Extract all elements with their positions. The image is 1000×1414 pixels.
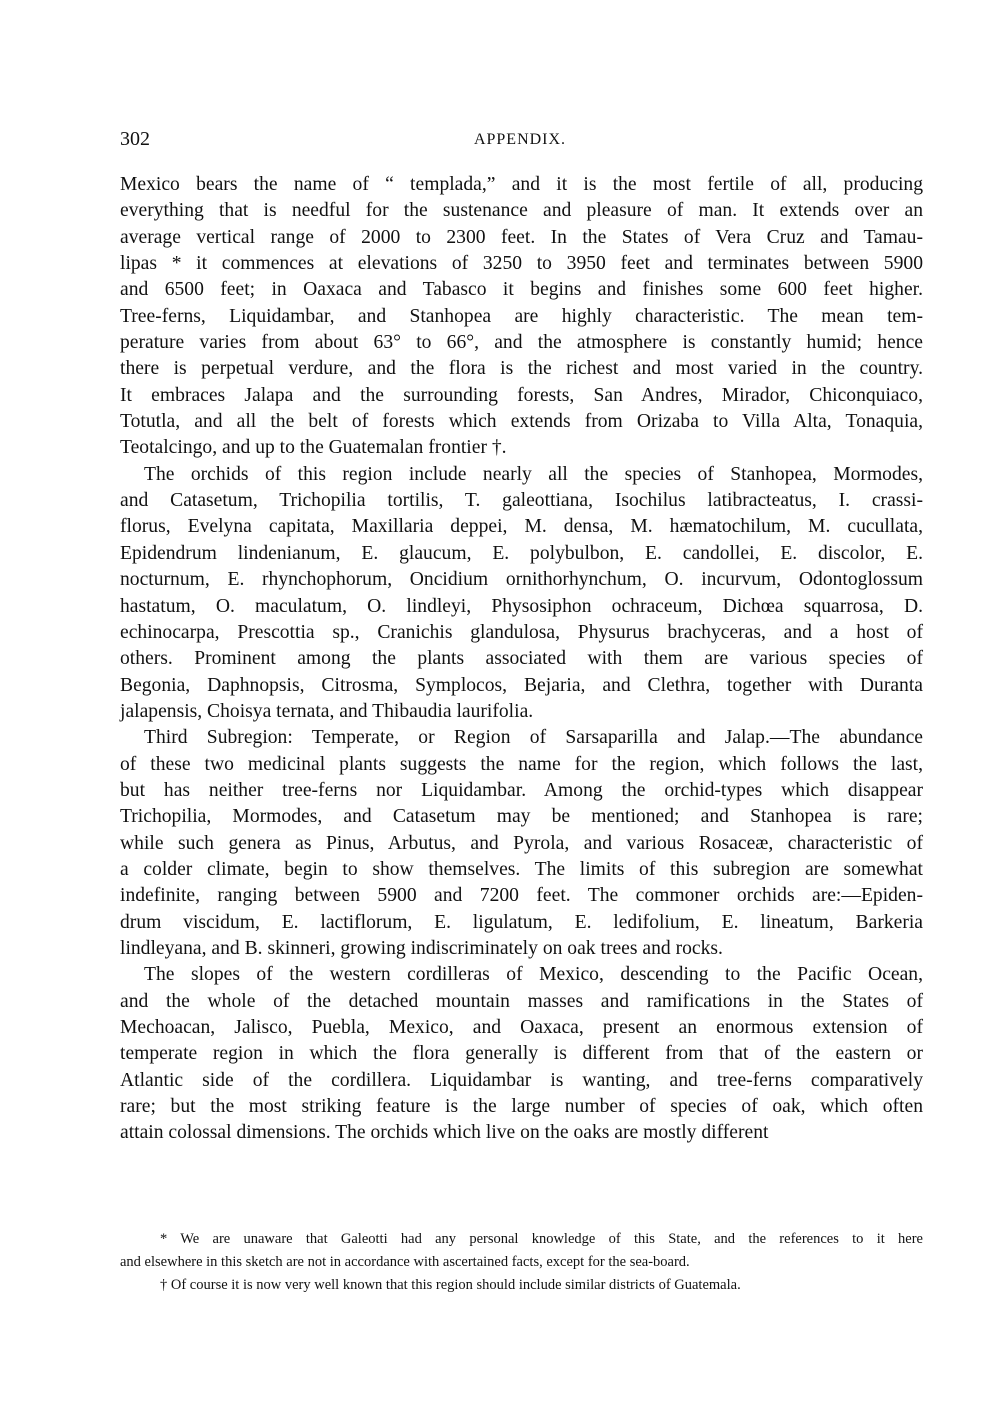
paragraph bbox=[120, 462, 923, 725]
text-line: florus, Evelyna capitata, Maxillaria deppei, M. densa, M. hæmatochilum, M. cucullata, bbox=[120, 516, 923, 538]
text-line: and elsewhere in this sketch are not in accordance with ascertained facts, except for the sea-board. bbox=[120, 1254, 690, 1270]
text-line: Atlantic side of the cordillera. Liquidambar is wanting, and tree-ferns comparatively bbox=[120, 1069, 923, 1091]
text-line: lindleyana, and B. skinneri, growing indiscriminately on oak trees and rocks. bbox=[120, 937, 723, 959]
text-line: but has neither tree-ferns nor Liquidambar. Among the orchid-types which disappear bbox=[120, 779, 923, 801]
paragraph bbox=[120, 962, 923, 1146]
text-line: † Of course it is now very well known that this region should include similar districts of Guatemala. bbox=[160, 1277, 741, 1293]
text-line: and Catasetum, Trichopilia tortilis, T. galeottiana, Isochilus latibracteatus, I. crassi- bbox=[120, 490, 923, 512]
text-line: perature varies from about 63° to 66°, and the atmosphere is constantly humid; hence bbox=[120, 332, 923, 354]
page-number: 302 bbox=[120, 128, 150, 150]
text-line: Tree-ferns, Liquidambar, and Stanhopea are highly characteristic. The mean tem- bbox=[120, 305, 923, 327]
paragraph bbox=[120, 725, 923, 962]
text-line: hastatum, O. maculatum, O. lindleyi, Physosiphon ochraceum, Dichœa squarrosa, D. bbox=[120, 595, 923, 617]
text-line: temperate region in which the flora generally is different from that of the eastern or bbox=[120, 1043, 923, 1065]
text-line: Totutla, and all the belt of forests which extends from Orizaba to Villa Alta, Tonaquia, bbox=[120, 411, 923, 433]
text-line: echinocarpa, Prescottia sp., Cranichis glandulosa, Physurus brachyceras, and a host of bbox=[120, 621, 923, 643]
text-line: lipas * it commences at elevations of 3250 to 3950 feet and terminates between 5900 bbox=[120, 253, 923, 275]
text-line: Begonia, Daphnopsis, Citrosma, Symplocos, Bejaria, and Clethra, together with Duranta bbox=[120, 674, 923, 696]
text-line: Teotalcingo, and up to the Guatemalan frontier †. bbox=[120, 437, 507, 459]
text-line: a colder climate, begin to show themselves. The limits of this subregion are somewhat bbox=[120, 858, 923, 880]
page-header bbox=[120, 128, 920, 158]
text-line: and the whole of the detached mountain masses and ramifications in the States of bbox=[120, 990, 923, 1012]
text-line: Epidendrum lindenianum, E. glaucum, E. polybulbon, E. candollei, E. discolor, E. bbox=[120, 542, 923, 564]
text-line: The slopes of the western cordilleras of Mexico, descending to the Pacific Ocean, bbox=[144, 964, 923, 986]
text-line: everything that is needful for the sustenance and pleasure of man. It extends over an bbox=[120, 200, 923, 222]
text-line: others. Prominent among the plants associated with them are various species of bbox=[120, 648, 923, 670]
text-line: there is perpetual verdure, and the flora is the richest and most varied in the country. bbox=[120, 358, 923, 380]
footnote bbox=[120, 1228, 923, 1274]
body-text bbox=[120, 172, 923, 1147]
text-line: Mechoacan, Jalisco, Puebla, Mexico, and Oaxaca, present an enormous extension of bbox=[120, 1017, 923, 1038]
text-line: attain colossal dimensions. The orchids which live on the oaks are mostly different bbox=[120, 1122, 769, 1144]
text-line: It embraces Jalapa and the surrounding forests, San Andres, Mirador, Chiconquiaco, bbox=[120, 384, 923, 406]
text-line: and 6500 feet; in Oaxaca and Tabasco it begins and finishes some 600 feet higher. bbox=[120, 279, 923, 301]
text-line: drum viscidum, E. lactiflorum, E. ligulatum, E. ledifolium, E. lineatum, Barkeria bbox=[120, 911, 923, 933]
text-line: jalapensis, Choisya ternata, and Thibaudia laurifolia. bbox=[120, 700, 534, 722]
text-line: * We are unaware that Galeotti had any personal knowledge of this State, and the references to it here bbox=[160, 1231, 923, 1247]
text-line: Third Subregion: Temperate, or Region of Sarsaparilla and Jalap.—The abundance bbox=[144, 727, 923, 749]
text-line: The orchids of this region include nearly all the species of Stanhopea, Mormodes, bbox=[144, 463, 923, 485]
text-line: of these two medicinal plants suggests the name for the region, which follows the last, bbox=[120, 753, 923, 775]
text-line: Mexico bears the name of “ templada,” and it is the most fertile of all, producing bbox=[120, 174, 923, 195]
footnotes bbox=[120, 1228, 923, 1297]
paragraph bbox=[120, 172, 923, 462]
text-line: indefinite, ranging between 5900 and 7200 feet. The commoner orchids are:—Epiden- bbox=[120, 885, 923, 907]
footnote bbox=[120, 1274, 923, 1297]
text-line: Trichopilia, Mormodes, and Catasetum may be mentioned; and Stanhopea is rare; bbox=[120, 806, 923, 828]
text-line: rare; but the most striking feature is the large number of species of oak, which often bbox=[120, 1096, 923, 1118]
text-line: nocturnum, E. rhynchophorum, Oncidium ornithorhynchum, O. incurvum, Odontoglossum bbox=[120, 569, 923, 591]
running-head: APPENDIX. bbox=[473, 131, 567, 148]
text-line: while such genera as Pinus, Arbutus, and Pyrola, and various Rosaceæ, characteristic of bbox=[120, 832, 923, 854]
text-line: average vertical range of 2000 to 2300 feet. In the States of Vera Cruz and Tamau- bbox=[120, 226, 923, 248]
